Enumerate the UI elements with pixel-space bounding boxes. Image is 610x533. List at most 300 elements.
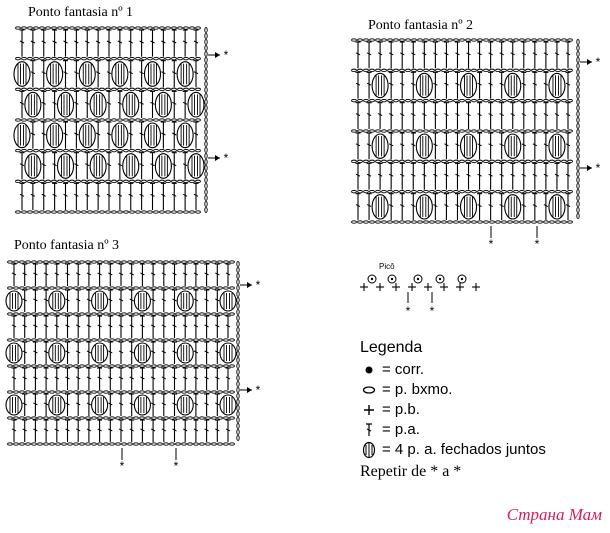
chain-mark xyxy=(205,82,207,87)
double-crochet-mark xyxy=(215,290,220,312)
chain-mark xyxy=(92,365,97,367)
chain-mark xyxy=(442,69,447,71)
chain-mark xyxy=(237,304,239,309)
chain-mark xyxy=(34,88,39,90)
chain-mark xyxy=(86,261,91,263)
chain-mark xyxy=(532,221,537,223)
chain-mark xyxy=(140,443,145,445)
chain-mark xyxy=(194,391,199,393)
double-crochet-mark xyxy=(367,163,372,189)
chain-mark xyxy=(122,287,127,289)
double-crochet-mark xyxy=(76,420,81,442)
chain-mark xyxy=(52,149,57,151)
chain-mark xyxy=(418,160,423,162)
double-crochet-mark xyxy=(86,420,91,442)
double-crochet-mark xyxy=(183,183,188,210)
chain-mark xyxy=(166,149,171,151)
double-crochet-mark xyxy=(477,163,482,189)
chain-mark xyxy=(22,180,27,182)
chain-mark xyxy=(237,370,239,375)
chain-mark xyxy=(166,119,171,121)
double-crochet-mark xyxy=(108,290,113,312)
double-crochet-mark xyxy=(532,163,537,189)
chain-mark xyxy=(212,287,217,289)
chain-mark xyxy=(122,261,127,263)
chain-mark xyxy=(224,391,229,393)
chain-mark xyxy=(196,211,201,213)
chain-mark xyxy=(514,130,519,132)
chain-mark xyxy=(382,99,387,101)
chain-mark xyxy=(538,160,543,162)
legend-item-text: = p.a. xyxy=(382,421,420,438)
double-crochet-mark xyxy=(76,368,81,390)
double-crochet-mark xyxy=(65,368,70,390)
chain-mark xyxy=(112,88,117,90)
chain-mark xyxy=(16,119,21,121)
dot-icon xyxy=(360,365,378,375)
chain-mark xyxy=(352,130,357,132)
chain-mark xyxy=(205,130,207,135)
double-crochet-mark xyxy=(477,194,482,220)
chain-mark xyxy=(577,112,579,117)
chain-mark xyxy=(16,180,21,182)
chain-mark xyxy=(58,27,63,29)
chain-mark xyxy=(70,180,75,182)
chain-mark xyxy=(76,27,81,29)
double-crochet-mark xyxy=(433,133,438,159)
double-crochet-mark xyxy=(85,91,90,118)
chain-mark xyxy=(56,391,61,393)
double-crochet-mark xyxy=(455,163,460,189)
chain-mark xyxy=(140,287,145,289)
chain-mark xyxy=(76,119,81,121)
chain-mark xyxy=(442,99,447,101)
double-crochet-mark xyxy=(74,61,79,88)
chain-mark xyxy=(188,313,193,315)
double-crochet-mark xyxy=(356,163,361,189)
chain-mark xyxy=(364,130,369,132)
double-crochet-mark xyxy=(52,91,57,118)
chain-mark xyxy=(577,94,579,99)
pico-loop-mark xyxy=(388,275,396,283)
chain-mark xyxy=(237,430,239,435)
chain-mark xyxy=(112,180,117,182)
chain-mark xyxy=(442,39,447,41)
chain-mark xyxy=(16,57,21,59)
double-crochet-mark xyxy=(433,163,438,189)
chain-mark xyxy=(44,287,49,289)
chain-mark xyxy=(104,391,109,393)
chain-mark xyxy=(370,130,375,132)
chain-mark xyxy=(166,27,171,29)
chain-mark xyxy=(118,211,123,213)
chain-mark xyxy=(406,130,411,132)
chain-mark xyxy=(38,287,43,289)
chain-mark xyxy=(556,160,561,162)
pico-plus-mark xyxy=(360,283,368,291)
chain-mark xyxy=(230,365,235,367)
chain-mark xyxy=(98,365,103,367)
chain-mark xyxy=(400,221,405,223)
chain-mark xyxy=(140,313,145,315)
double-crochet-mark xyxy=(172,368,177,390)
double-crochet-mark xyxy=(389,163,394,189)
cluster-mark xyxy=(220,291,236,311)
double-crochet-mark xyxy=(119,420,124,442)
chain-mark xyxy=(164,339,169,341)
cluster-mark xyxy=(220,343,236,363)
chain-mark xyxy=(224,443,229,445)
chain-mark xyxy=(454,69,459,71)
double-crochet-mark xyxy=(41,30,46,57)
chain-mark xyxy=(190,211,195,213)
chain-mark xyxy=(118,88,123,90)
chain-mark xyxy=(178,211,183,213)
chain-mark xyxy=(556,221,561,223)
chain-mark xyxy=(544,221,549,223)
chain-mark xyxy=(112,27,117,29)
double-crochet-mark xyxy=(194,122,199,149)
cluster-mark xyxy=(112,62,128,87)
double-crochet-mark xyxy=(52,153,57,180)
chain-mark xyxy=(496,221,501,223)
chain-mark xyxy=(40,211,45,213)
chain-mark xyxy=(100,149,105,151)
double-crochet-mark xyxy=(65,394,70,416)
double-crochet-mark xyxy=(52,30,57,57)
double-crochet-mark xyxy=(128,61,133,88)
chain-mark xyxy=(218,313,223,315)
chain-mark xyxy=(577,208,579,213)
chain-mark xyxy=(62,391,67,393)
legend-item-bxmo xyxy=(360,380,546,400)
chain-mark xyxy=(190,88,195,90)
double-crochet-mark xyxy=(74,91,79,118)
pico-plus-mark xyxy=(456,283,464,291)
chain-mark xyxy=(94,149,99,151)
chain-mark xyxy=(212,339,217,341)
repeat-marker: * xyxy=(255,278,261,292)
double-crochet-mark xyxy=(499,163,504,189)
chain-mark xyxy=(172,27,177,29)
chain-mark xyxy=(82,211,87,213)
chain-mark xyxy=(206,313,211,315)
cluster-mark xyxy=(372,195,388,219)
chain-mark xyxy=(160,88,165,90)
chain-mark xyxy=(178,149,183,151)
chain-mark xyxy=(56,339,61,341)
double-crochet-mark xyxy=(86,394,91,416)
chain-mark xyxy=(577,160,579,165)
chain-mark xyxy=(62,417,67,419)
chain-mark xyxy=(212,391,217,393)
cluster-mark xyxy=(47,123,63,148)
chain-mark xyxy=(68,287,73,289)
double-crochet-mark xyxy=(65,342,70,364)
cluster-mark xyxy=(461,73,477,97)
chain-mark xyxy=(562,130,567,132)
chain-mark xyxy=(38,417,43,419)
chain-mark xyxy=(194,417,199,419)
chain-mark xyxy=(577,52,579,57)
cluster-mark xyxy=(177,343,193,363)
chain-mark xyxy=(196,57,201,59)
double-crochet-mark xyxy=(193,316,198,338)
chain-mark xyxy=(484,130,489,132)
chain-mark xyxy=(454,190,459,192)
chain-mark xyxy=(56,261,61,263)
chain-mark xyxy=(110,261,115,263)
chain-mark xyxy=(224,261,229,263)
chain-mark xyxy=(358,160,363,162)
chain-mark xyxy=(496,99,501,101)
chain-mark xyxy=(237,346,239,351)
chain-mark xyxy=(460,221,465,223)
chain-mark xyxy=(182,287,187,289)
chain-mark xyxy=(212,261,217,263)
chain-mark xyxy=(26,313,31,315)
chain-mark xyxy=(388,39,393,41)
chain-mark xyxy=(106,88,111,90)
chain-mark xyxy=(28,119,33,121)
chain-mark xyxy=(170,339,175,341)
chain-mark xyxy=(74,339,79,341)
double-crochet-mark xyxy=(433,194,438,220)
chain-mark xyxy=(184,57,189,59)
double-crochet-mark xyxy=(455,133,460,159)
chain-mark xyxy=(110,287,115,289)
double-crochet-mark xyxy=(532,194,537,220)
legend-repeat: Repetir de * a * xyxy=(360,463,462,480)
double-crochet-mark xyxy=(172,264,177,286)
chain-mark xyxy=(508,39,513,41)
chain-mark xyxy=(8,313,13,315)
chain-mark xyxy=(448,160,453,162)
chain-mark xyxy=(20,443,25,445)
diagram-ponto-2 xyxy=(352,39,601,251)
cluster-mark xyxy=(505,134,521,158)
chain-mark xyxy=(514,69,519,71)
chain-mark xyxy=(520,190,525,192)
chain-mark xyxy=(172,149,177,151)
chain-mark xyxy=(70,211,75,213)
cluster-mark xyxy=(47,62,63,87)
chain-mark xyxy=(418,39,423,41)
chain-mark xyxy=(514,160,519,162)
chain-mark xyxy=(82,27,87,29)
double-crochet-mark xyxy=(161,394,166,416)
chain-mark xyxy=(205,124,207,129)
chain-mark xyxy=(88,119,93,121)
chain-mark xyxy=(562,160,567,162)
double-crochet-mark xyxy=(488,133,493,159)
double-crochet-mark xyxy=(161,122,166,149)
chain-mark xyxy=(394,39,399,41)
chain-mark xyxy=(106,57,111,59)
chain-mark xyxy=(20,313,25,315)
double-crochet-mark xyxy=(139,183,144,210)
double-crochet-mark xyxy=(107,183,112,210)
chain-mark xyxy=(184,180,189,182)
double-crochet-mark xyxy=(488,163,493,189)
cluster-mark xyxy=(177,395,193,415)
cluster-mark xyxy=(49,291,65,311)
chain-mark xyxy=(502,99,507,101)
chain-mark xyxy=(160,57,165,59)
double-crochet-mark xyxy=(389,194,394,220)
double-crochet-mark xyxy=(172,290,177,312)
chain-mark xyxy=(520,69,525,71)
chain-mark xyxy=(146,261,151,263)
chain-mark xyxy=(237,322,239,327)
double-crochet-mark xyxy=(204,394,209,416)
chain-mark xyxy=(50,261,55,263)
chain-mark xyxy=(200,365,205,367)
chain-mark xyxy=(205,136,207,141)
chain-mark xyxy=(152,417,157,419)
chain-mark xyxy=(424,190,429,192)
double-crochet-mark xyxy=(183,153,188,180)
chain-mark xyxy=(20,287,25,289)
stitch-icon xyxy=(360,422,378,438)
legend-item-corr xyxy=(360,360,546,380)
double-crochet-mark xyxy=(129,290,134,312)
chain-mark xyxy=(16,27,21,29)
chain-mark xyxy=(44,391,49,393)
double-crochet-mark xyxy=(20,30,25,57)
chain-mark xyxy=(206,339,211,341)
chain-mark xyxy=(146,391,151,393)
double-crochet-mark xyxy=(204,264,209,286)
chain-mark xyxy=(218,261,223,263)
chain-mark xyxy=(237,358,239,363)
chain-mark xyxy=(32,287,37,289)
chain-mark xyxy=(170,313,175,315)
chain-mark xyxy=(82,119,87,121)
chain-mark xyxy=(412,39,417,41)
double-crochet-mark xyxy=(543,72,548,98)
chain-mark xyxy=(136,57,141,59)
double-crochet-mark xyxy=(44,420,49,442)
chain-mark xyxy=(176,391,181,393)
chain-mark xyxy=(98,339,103,341)
plus-icon xyxy=(360,404,378,416)
double-crochet-mark xyxy=(172,122,177,149)
diagram-ponto-3 xyxy=(6,261,261,473)
double-crochet-mark xyxy=(139,61,144,88)
chain-mark xyxy=(154,27,159,29)
chain-mark xyxy=(577,70,579,75)
double-crochet-mark xyxy=(183,264,188,286)
chain-mark xyxy=(544,69,549,71)
chain-mark xyxy=(52,180,57,182)
double-crochet-mark xyxy=(172,91,177,118)
double-crochet-mark xyxy=(215,342,220,364)
cluster-mark xyxy=(461,134,477,158)
double-crochet-mark xyxy=(389,72,394,98)
cluster-mark xyxy=(123,154,139,179)
chain-mark xyxy=(38,339,43,341)
pico-plus-mark xyxy=(392,283,400,291)
chain-mark xyxy=(172,57,177,59)
chain-mark xyxy=(128,261,133,263)
chain-mark xyxy=(22,88,27,90)
chain-mark xyxy=(370,99,375,101)
chain-mark xyxy=(430,130,435,132)
pico-loop-mark xyxy=(368,275,376,283)
chain-mark xyxy=(106,180,111,182)
double-crochet-mark xyxy=(20,183,25,210)
double-crochet-mark xyxy=(204,368,209,390)
chain-mark xyxy=(190,180,195,182)
chain-mark xyxy=(370,190,375,192)
chain-mark xyxy=(80,339,85,341)
double-crochet-mark xyxy=(488,72,493,98)
chain-mark xyxy=(142,180,147,182)
double-crochet-mark xyxy=(444,133,449,159)
double-crochet-mark xyxy=(543,194,548,220)
double-crochet-mark xyxy=(85,30,90,57)
chain-mark xyxy=(56,313,61,315)
chain-mark xyxy=(124,88,129,90)
cluster-mark xyxy=(49,395,65,415)
chain-mark xyxy=(86,417,91,419)
double-crochet-mark xyxy=(30,122,35,149)
chain-mark xyxy=(190,119,195,121)
chain-mark xyxy=(32,365,37,367)
cluster-mark xyxy=(90,154,106,179)
double-crochet-mark xyxy=(151,290,156,312)
chain-mark xyxy=(205,118,207,123)
chain-mark xyxy=(158,261,163,263)
chain-mark xyxy=(212,417,217,419)
double-crochet-mark xyxy=(119,290,124,312)
chain-mark xyxy=(562,99,567,101)
chain-mark xyxy=(160,119,165,121)
chain-mark xyxy=(490,160,495,162)
double-crochet-mark xyxy=(488,42,493,68)
double-crochet-mark xyxy=(566,133,571,159)
double-crochet-mark xyxy=(161,342,166,364)
chain-mark xyxy=(466,221,471,223)
double-crochet-mark xyxy=(543,103,548,129)
chain-mark xyxy=(562,69,567,71)
double-crochet-mark xyxy=(44,342,49,364)
cluster-mark xyxy=(92,291,108,311)
chain-mark xyxy=(176,261,181,263)
cluster-mark xyxy=(14,62,30,87)
cluster-mark xyxy=(6,343,22,363)
chain-mark xyxy=(196,149,201,151)
chain-mark xyxy=(40,180,45,182)
chain-mark xyxy=(190,149,195,151)
double-crochet-mark xyxy=(54,420,59,442)
chain-mark xyxy=(32,391,37,393)
chain-mark xyxy=(406,221,411,223)
chain-mark xyxy=(112,211,117,213)
chain-mark xyxy=(388,160,393,162)
double-crochet-mark xyxy=(378,103,383,129)
double-crochet-mark xyxy=(119,342,124,364)
cluster-mark xyxy=(145,123,161,148)
chain-mark xyxy=(472,39,477,41)
chain-mark xyxy=(370,160,375,162)
double-crochet-mark xyxy=(172,420,177,442)
double-crochet-mark xyxy=(33,394,38,416)
chain-mark xyxy=(400,190,405,192)
chain-mark xyxy=(158,313,163,315)
double-crochet-mark xyxy=(499,133,504,159)
